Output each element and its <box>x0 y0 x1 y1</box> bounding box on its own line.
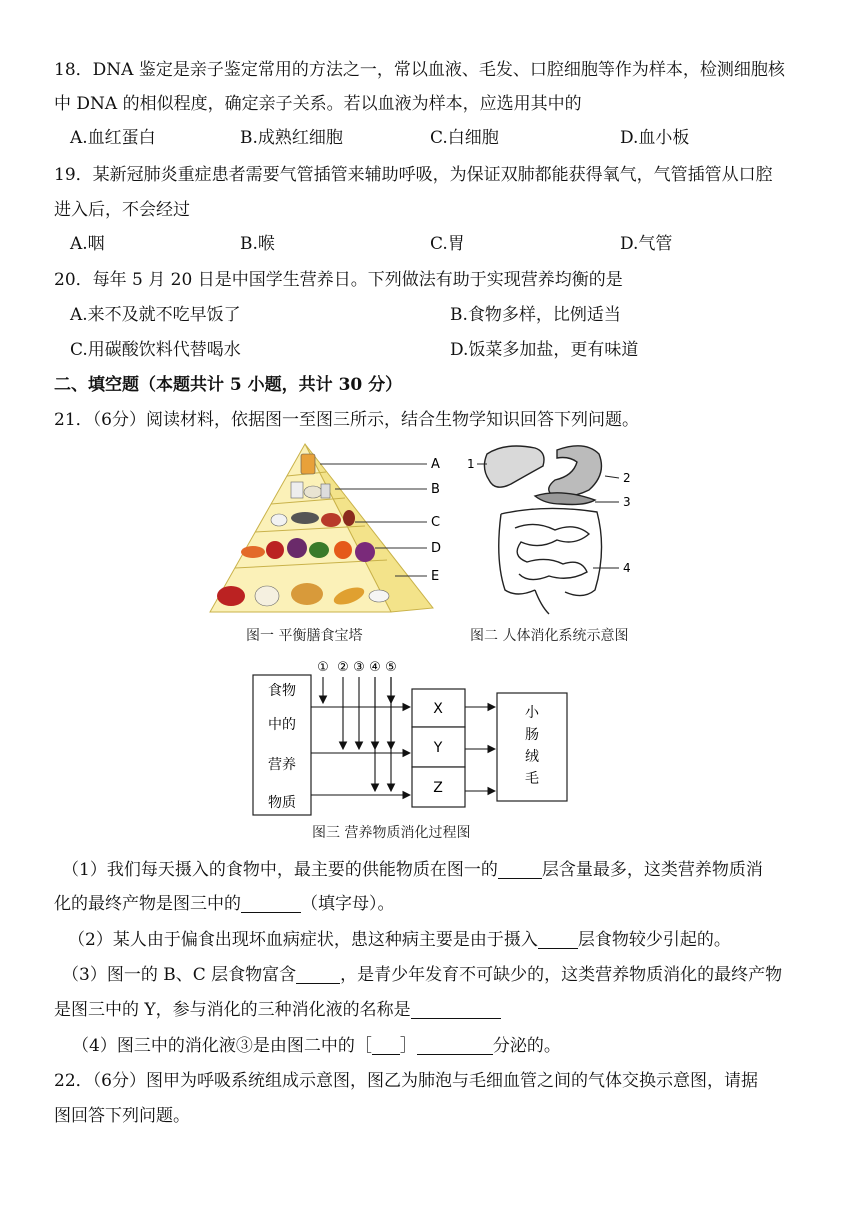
q20-option-b: B.食物多样，比例适当 <box>450 305 621 325</box>
q19-stem-line1: 19．某新冠肺炎重症患者需要气管插管来辅助呼吸，为保证双肺都能获得氧气，气管插管从口腔 <box>54 165 773 185</box>
juice-3: ③ <box>353 660 365 675</box>
liver-shape <box>484 446 544 487</box>
q21-part3-text-b: ，是青少年发育不可缺少的，这类营养物质消化的最终产物 <box>340 965 783 985</box>
q21-part3-blank-2[interactable] <box>411 1000 501 1019</box>
q21-part4-text-b: ］ <box>399 1036 417 1056</box>
pyramid-label-b: B <box>431 482 440 497</box>
q21-part3-line2 <box>54 995 501 1020</box>
q22-stem-line1: 22．（6分）图甲为呼吸系统组成示意图，图乙为肺泡与毛细血管之间的气体交换示意图，请据 <box>54 1071 758 1091</box>
q18-option-b: B.成熟红细胞 <box>240 128 343 148</box>
q21-part1-text-a: （1）我们每天摄入的食物中，最主要的供能物质在图一的 <box>62 860 498 880</box>
q21-part4-blank-1[interactable] <box>372 1036 400 1055</box>
villi-text-1: 小 <box>525 705 539 721</box>
juice-5: ⑤ <box>385 660 397 675</box>
product-y-label: Y <box>433 740 443 756</box>
pyramid-label-a: A <box>431 457 440 472</box>
q20-option-a: A.来不及就不吃早饭了 <box>70 305 241 325</box>
pyramid-label-e: E <box>431 569 440 584</box>
juice-1: ① <box>317 660 329 675</box>
q21-part3-text-c: 是图三中的 Y，参与消化的三种消化液的名称是 <box>54 1000 411 1020</box>
q21-part1-blank-2[interactable] <box>241 894 301 913</box>
q21-part4-line <box>72 1031 561 1056</box>
q21-part4-blank-2[interactable] <box>417 1036 493 1055</box>
pancreas-shape <box>535 493 595 505</box>
food-pyramid-figure <box>205 440 455 620</box>
q21-intro: 21．（6分）阅读材料，依据图一至图三所示，结合生物学知识回答下列问题。 <box>54 410 639 430</box>
q19-stem-line2: 进入后，不会经过 <box>54 200 190 220</box>
product-x-label: X <box>433 701 443 717</box>
pyramid-label-c: C <box>431 515 441 530</box>
q21-part1-line2 <box>54 889 395 914</box>
food-box-text-3: 营养 <box>268 757 296 773</box>
q18-option-d: D.血小板 <box>620 128 690 148</box>
q21-part1-line1 <box>62 855 763 880</box>
q21-part1-text-c: 化的最终产物是图三中的 <box>54 894 241 914</box>
layer-a-food-icon <box>301 454 315 474</box>
section-title: 二、填空题（本题共计 5 小题，共计 30 分） <box>54 375 403 395</box>
stomach-shape <box>549 446 602 496</box>
q21-part2-text-b: 层食物较少引起的。 <box>577 930 731 950</box>
q18-option-c: C.白细胞 <box>430 128 499 148</box>
digestive-label-2: 2 <box>623 471 631 485</box>
villi-text-3: 绒 <box>525 749 539 765</box>
q18-stem-line1: 18．DNA 鉴定是亲子鉴定常用的方法之一，常以血液、毛发、口腔细胞等作为样本，检测细胞核 <box>54 60 785 80</box>
q21-part2-text-a: （2）某人由于偏食出现坏血病症状，患这种病主要是由于摄入 <box>68 930 538 950</box>
q21-part1-text-d: （填字母）。 <box>301 894 395 914</box>
villi-text-4: 毛 <box>525 771 539 787</box>
q22-stem-line2: 图回答下列问题。 <box>54 1106 190 1126</box>
q20-option-c: C.用碳酸饮料代替喝水 <box>70 340 241 360</box>
q21-part4-text-a: （4）图三中的消化液③是由图二中的［ <box>72 1036 372 1056</box>
q18-stem-line2: 中 DNA 的相似程度，确定亲子关系。若以血液为样本，应选用其中的 <box>54 94 582 114</box>
food-box-text-1: 食物 <box>268 683 296 699</box>
juice-2: ② <box>337 660 349 675</box>
fig3-caption: 图三 营养物质消化过程图 <box>312 825 471 841</box>
q18-option-a: A.血红蛋白 <box>70 128 156 148</box>
food-box-text-4: 物质 <box>268 795 296 811</box>
q19-option-c: C.胃 <box>430 234 465 254</box>
q20-option-d: D.饭菜多加盐，更有味道 <box>450 340 639 360</box>
q21-part4-text-c: 分泌的。 <box>492 1036 561 1056</box>
q21-part1-blank-1[interactable] <box>498 860 542 879</box>
digestive-label-4: 4 <box>623 561 631 575</box>
q19-option-d: D.气管 <box>620 234 673 254</box>
q20-stem: 20．每年 5 月 20 日是中国学生营养日。下列做法有助于实现营养均衡的是 <box>54 270 623 290</box>
q21-part2-line <box>68 925 731 950</box>
food-box-text-2: 中的 <box>268 717 296 733</box>
q19-option-a: A.咽 <box>70 234 105 254</box>
product-z-label: Z <box>433 780 443 796</box>
digestion-process-figure <box>245 655 575 820</box>
fig1-caption: 图一 平衡膳食宝塔 <box>246 628 363 644</box>
q19-option-b: B.喉 <box>240 234 275 254</box>
juice-4: ④ <box>369 660 381 675</box>
q21-part3-text-a: （3）图一的 B、C 层食物富含 <box>62 965 297 985</box>
q21-part2-blank[interactable] <box>538 930 578 949</box>
digestive-label-1: 1 <box>467 457 475 471</box>
digestive-label-3: 3 <box>623 495 631 509</box>
fig2-caption: 图二 人体消化系统示意图 <box>470 628 629 644</box>
q21-part3-blank-1[interactable] <box>296 965 340 984</box>
digestive-system-figure <box>465 440 645 620</box>
small-intestine-shape <box>515 524 589 579</box>
q21-part1-text-b: 层含量最多，这类营养物质消 <box>541 860 763 880</box>
villi-text-2: 肠 <box>525 727 539 743</box>
pyramid-label-d: D <box>431 541 442 556</box>
q21-part3-line1 <box>62 960 782 985</box>
